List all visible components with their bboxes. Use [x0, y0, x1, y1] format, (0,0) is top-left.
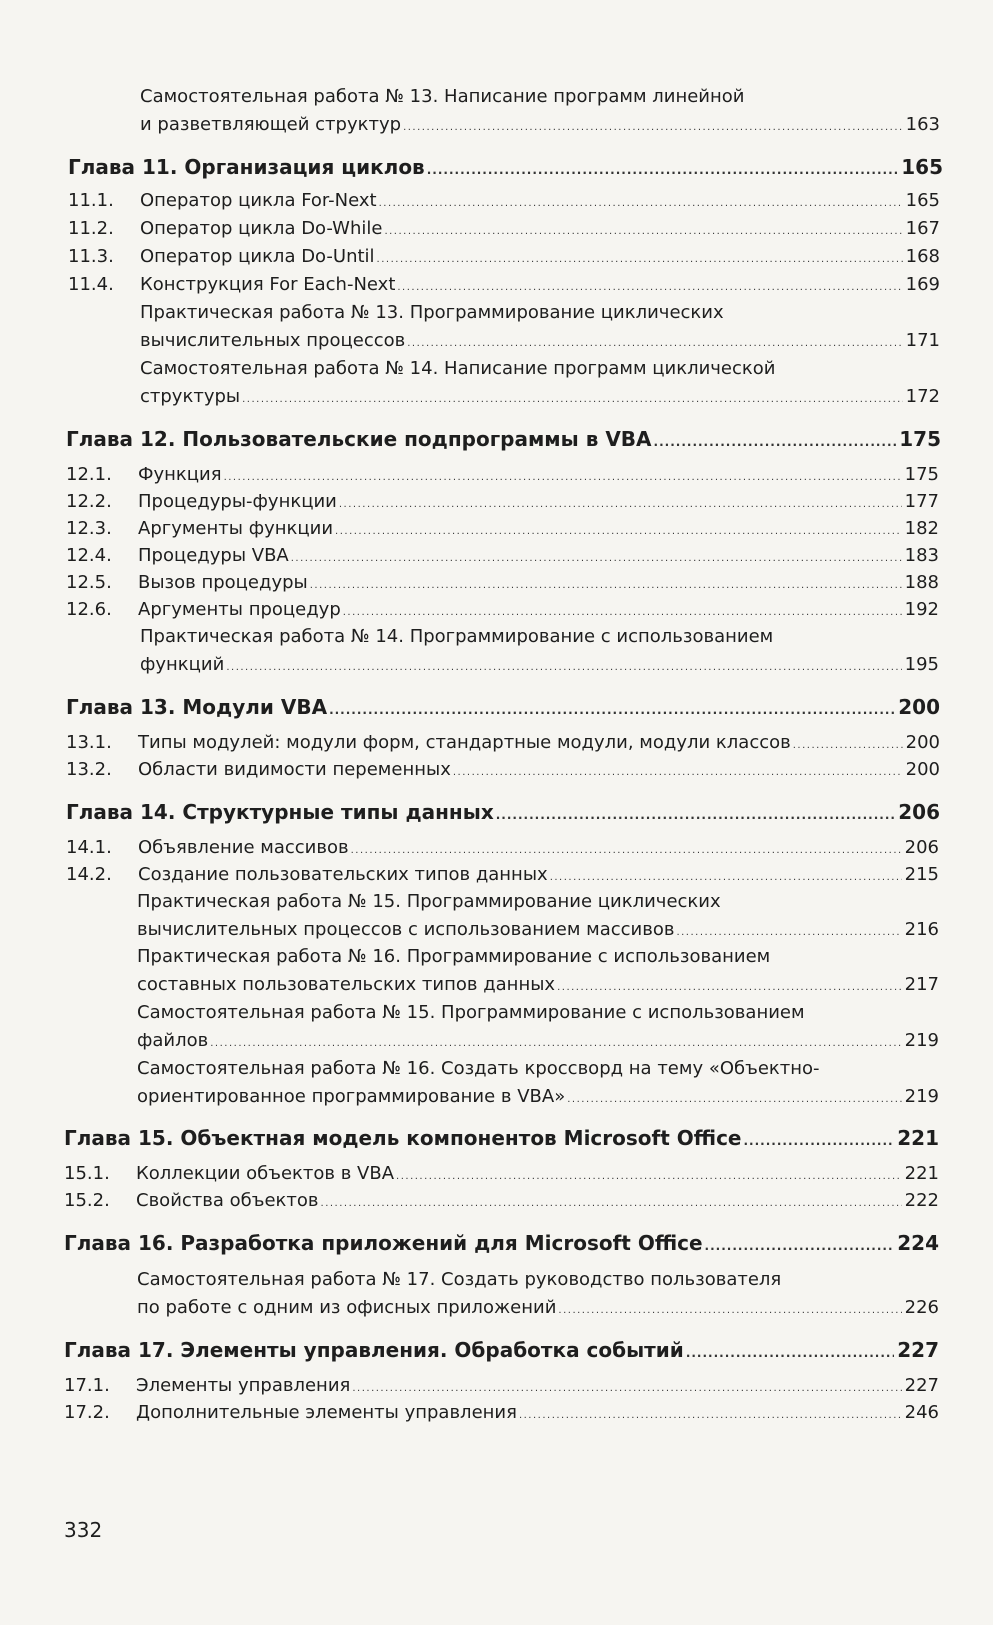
toc-section-entry: [64, 1375, 939, 1400]
entry-title: структуры: [140, 386, 241, 407]
dot-leader: [397, 277, 902, 299]
entry-page-number: 224: [897, 1231, 939, 1255]
toc-text-line: [137, 1086, 939, 1111]
section-number: 12.1.: [66, 464, 112, 485]
toc-section-entry: [68, 218, 940, 243]
entry-title: Типы модулей: модули форм, стандартные модули, модули классов: [138, 732, 791, 753]
dot-leader: [496, 803, 896, 827]
entry-page-number: 227: [897, 1338, 939, 1362]
entry-title: файлов: [137, 1030, 209, 1051]
entry-title: Аргументы процедур: [138, 599, 341, 620]
toc-section-entry: [68, 246, 940, 271]
entry-title: Самостоятельная работа № 17. Создать руководство пользователя: [137, 1269, 782, 1290]
toc-text-line: [137, 1030, 939, 1055]
dot-leader: [550, 867, 902, 889]
entry-title: составных пользовательских типов данных: [137, 974, 556, 995]
entry-page-number: 188: [904, 572, 939, 593]
dot-leader: [427, 158, 899, 182]
toc-text-line: [140, 386, 940, 411]
entry-page-number: 169: [905, 274, 940, 295]
section-number: 17.1.: [64, 1375, 110, 1396]
toc-text-line: [137, 974, 939, 999]
toc-section-entry: [64, 1402, 939, 1427]
entry-title: Процедуры-функции: [138, 491, 337, 512]
entry-title: Элементы управления: [136, 1375, 351, 1396]
toc-section-entry: [68, 274, 940, 299]
entry-title: по работе с одним из офисных приложений: [137, 1297, 557, 1318]
section-number: 14.1.: [66, 837, 112, 858]
toc-section-entry: [68, 190, 940, 215]
entry-page-number: 216: [904, 919, 939, 940]
entry-title: Свойства объектов: [136, 1190, 319, 1211]
entry-title: Коллекции объектов в VBA: [136, 1163, 395, 1184]
toc-section-entry: [66, 759, 940, 784]
dot-leader: [351, 840, 902, 862]
toc-section-entry: [66, 464, 939, 489]
entry-title: вычислительных процессов: [140, 330, 406, 351]
entry-title: ориентированное программирование в VBA»: [137, 1086, 566, 1107]
entry-page-number: 182: [904, 518, 939, 539]
dot-leader: [519, 1405, 902, 1427]
section-number: 12.5.: [66, 572, 112, 593]
entry-page-number: 226: [904, 1297, 939, 1318]
entry-page-number: 200: [905, 732, 940, 753]
dot-leader: [379, 193, 903, 215]
dot-leader: [744, 1129, 895, 1153]
chapter-heading: [64, 1338, 939, 1365]
dot-leader: [291, 548, 902, 570]
entry-page-number: 217: [904, 974, 939, 995]
toc-section-entry: [66, 491, 939, 516]
entry-title: Области видимости переменных: [138, 759, 451, 780]
dot-leader: [705, 1234, 895, 1258]
dot-leader: [654, 430, 897, 454]
section-number: 12.3.: [66, 518, 112, 539]
toc-text-line: [137, 1297, 939, 1322]
toc-text-line: [137, 919, 939, 944]
chapter-heading: [64, 1126, 939, 1153]
dot-leader: [793, 735, 903, 757]
entry-page-number: 219: [904, 1086, 939, 1107]
section-number: 17.2.: [64, 1402, 110, 1423]
dot-leader: [310, 575, 902, 597]
entry-page-number: 195: [904, 654, 939, 675]
toc-section-entry: [66, 732, 940, 757]
entry-title: Самостоятельная работа № 15. Программирование с использованием: [137, 1002, 805, 1023]
dot-leader: [210, 1033, 901, 1055]
entry-page-number: 175: [899, 427, 941, 451]
dot-leader: [339, 494, 902, 516]
dot-leader: [226, 657, 901, 679]
section-number: 11.4.: [68, 274, 114, 295]
section-number: 14.2.: [66, 864, 112, 885]
section-number: 12.6.: [66, 599, 112, 620]
entry-page-number: 222: [904, 1190, 939, 1211]
entry-page-number: 227: [904, 1375, 939, 1396]
entry-page-number: 172: [905, 386, 940, 407]
toc-text-line: [137, 1002, 939, 1024]
entry-title: Глава 14. Структурные типы данных: [66, 800, 494, 824]
section-number: 11.1.: [68, 190, 114, 211]
toc-text-line: [140, 114, 940, 139]
section-number: 12.4.: [66, 545, 112, 566]
entry-title: Глава 16. Разработка приложений для Microsoft Office: [64, 1231, 703, 1255]
toc-section-entry: [66, 599, 939, 624]
toc-text-line: [137, 1058, 939, 1080]
toc-section-entry: [64, 1163, 939, 1188]
dot-leader: [567, 1089, 901, 1111]
dot-leader: [403, 117, 903, 139]
entry-title: Дополнительные элементы управления: [136, 1402, 517, 1423]
toc-text-line: [137, 946, 939, 968]
section-number: 15.2.: [64, 1190, 110, 1211]
entry-page-number: 171: [905, 330, 940, 351]
dot-leader: [407, 333, 902, 355]
entry-title: Глава 11. Организация циклов: [68, 155, 425, 179]
entry-page-number: 183: [904, 545, 939, 566]
chapter-heading: [66, 800, 940, 827]
toc-section-entry: [66, 572, 939, 597]
entry-page-number: 219: [904, 1030, 939, 1051]
entry-page-number: 167: [905, 218, 940, 239]
entry-title: Глава 15. Объектная модель компонентов Microsoft Office: [64, 1126, 742, 1150]
entry-page-number: 221: [897, 1126, 939, 1150]
entry-page-number: 163: [905, 114, 940, 135]
toc-text-line: [140, 358, 940, 380]
dot-leader: [396, 1166, 902, 1188]
entry-page-number: 206: [898, 800, 940, 824]
dot-leader: [676, 922, 901, 944]
section-number: 12.2.: [66, 491, 112, 512]
chapter-heading: [64, 1231, 939, 1258]
entry-page-number: 200: [898, 695, 940, 719]
toc-section-entry: [66, 545, 939, 570]
dot-leader: [335, 521, 902, 543]
entry-title: Оператор цикла Do-Until: [140, 246, 375, 267]
entry-title: Конструкция For Each-Next: [140, 274, 396, 295]
entry-page-number: 165: [901, 155, 943, 179]
dot-leader: [329, 698, 895, 722]
entry-title: Объявление массивов: [138, 837, 349, 858]
entry-title: Практическая работа № 16. Программирование с использованием: [137, 946, 771, 967]
entry-title: Практическая работа № 13. Программирование циклических: [140, 302, 724, 323]
entry-title: Аргументы функции: [138, 518, 334, 539]
section-number: 13.2.: [66, 759, 112, 780]
toc-text-line: [140, 302, 940, 324]
toc-section-entry: [66, 518, 939, 543]
section-number: 13.1.: [66, 732, 112, 753]
dot-leader: [224, 467, 902, 489]
toc-text-line: [140, 626, 939, 648]
dot-leader: [321, 1193, 902, 1215]
section-number: 11.2.: [68, 218, 114, 239]
entry-title: Самостоятельная работа № 16. Создать кроссворд на тему «Объектно-: [137, 1058, 820, 1079]
entry-title: Оператор цикла Do-While: [140, 218, 383, 239]
entry-title: Создание пользовательских типов данных: [138, 864, 548, 885]
entry-title: Самостоятельная работа № 14. Написание программ циклической: [140, 358, 776, 379]
entry-title: Функция: [138, 464, 222, 485]
toc-text-line: [140, 654, 939, 679]
entry-page-number: 215: [904, 864, 939, 885]
toc-text-line: [140, 86, 905, 108]
section-number: 11.3.: [68, 246, 114, 267]
entry-title: Оператор цикла For-Next: [140, 190, 377, 211]
entry-title: Процедуры VBA: [138, 545, 289, 566]
dot-leader: [557, 977, 902, 999]
toc-section-entry: [66, 837, 939, 862]
entry-title: Глава 13. Модули VBA: [66, 695, 328, 719]
entry-page-number: 221: [904, 1163, 939, 1184]
entry-title: и разветвляющей структур: [140, 114, 402, 135]
dot-leader: [377, 249, 903, 271]
dot-leader: [453, 762, 903, 784]
dot-leader: [242, 389, 903, 411]
entry-page-number: 175: [904, 464, 939, 485]
chapter-heading: [68, 155, 943, 182]
entry-title: Практическая работа № 14. Программирование с использованием: [140, 626, 774, 647]
dot-leader: [352, 1378, 901, 1400]
entry-title: Глава 17. Элементы управления. Обработка событий: [64, 1338, 684, 1362]
dot-leader: [558, 1300, 901, 1322]
entry-page-number: 192: [904, 599, 939, 620]
page-number: 332: [64, 1518, 103, 1542]
entry-page-number: 200: [905, 759, 940, 780]
entry-page-number: 177: [904, 491, 939, 512]
dot-leader: [686, 1341, 894, 1365]
entry-page-number: 246: [904, 1402, 939, 1423]
entry-title: функций: [140, 654, 225, 675]
toc-section-entry: [66, 864, 939, 889]
toc-text-line: [137, 1269, 939, 1291]
toc-section-entry: [64, 1190, 939, 1215]
entry-title: Практическая работа № 15. Программирование циклических: [137, 891, 721, 912]
entry-page-number: 168: [905, 246, 940, 267]
entry-page-number: 165: [905, 190, 940, 211]
dot-leader: [384, 221, 902, 243]
entry-title: вычислительных процессов с использованием массивов: [137, 919, 675, 940]
toc-text-line: [137, 891, 939, 913]
dot-leader: [343, 602, 902, 624]
entry-title: Вызов процедуры: [138, 572, 308, 593]
section-number: 15.1.: [64, 1163, 110, 1184]
entry-page-number: 206: [904, 837, 939, 858]
chapter-heading: [66, 427, 941, 454]
chapter-heading: [66, 695, 940, 722]
entry-title: Глава 12. Пользовательские подпрограммы в VBA: [66, 427, 652, 451]
entry-title: Самостоятельная работа № 13. Написание программ линейной: [140, 86, 745, 107]
toc-text-line: [140, 330, 940, 355]
